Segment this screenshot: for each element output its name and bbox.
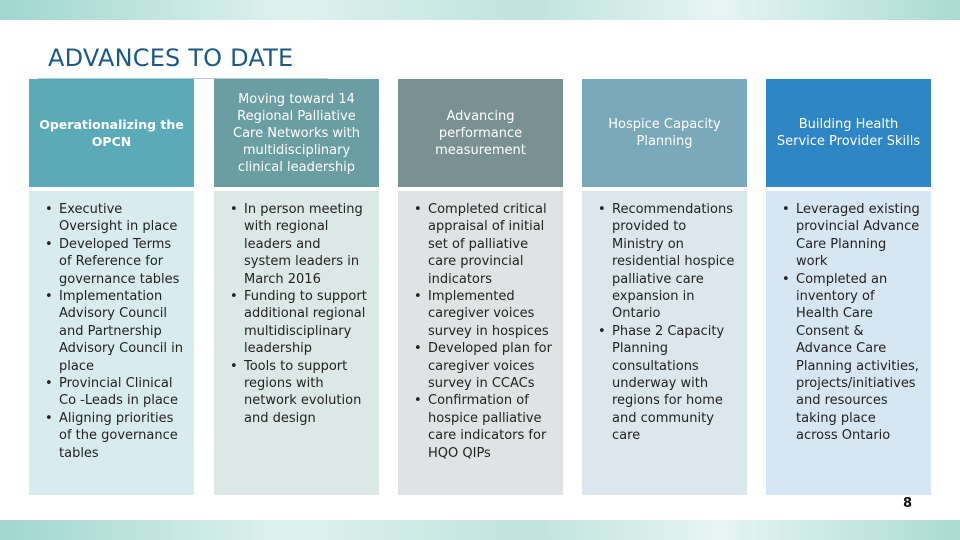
bullet-list — [776, 201, 921, 445]
list-item: • Aligning priorities of the governance tables — [39, 410, 184, 462]
list-item: • Funding to support additional regional multidisciplinary leadership — [224, 288, 369, 358]
list-item: • Developed plan for caregiver voices survey in CCACs — [408, 340, 553, 392]
list-item: • Implementation Advisory Council and Partnership Advisory Council in place — [39, 288, 184, 375]
bullet-list — [408, 201, 553, 462]
list-item: • Implemented caregiver voices survey in hospices — [408, 288, 553, 340]
list-item: • Developed Terms of Reference for governance tables — [39, 236, 184, 288]
top-decorative-band — [0, 0, 960, 20]
column-heading: Moving toward 14 Regional Palliative Care Networks with multidisciplinary clinical leadership — [214, 79, 379, 187]
bottom-decorative-band — [0, 520, 960, 540]
list-item: • Completed critical appraisal of initial set of palliative care provincial indicators — [408, 201, 553, 288]
column-heading: Operationalizing the OPCN — [29, 79, 194, 187]
column-heading: Building Health Service Provider Skills — [766, 79, 931, 187]
column-body — [582, 191, 747, 495]
page-number: 8 — [902, 496, 912, 511]
column-provider-skills — [766, 79, 931, 495]
list-item: • In person meeting with regional leaders and system leaders in March 2016 — [224, 201, 369, 288]
list-item: • Leveraged existing provincial Advance Care Planning work — [776, 201, 921, 271]
list-item: • Completed an inventory of Health Care Consent & Advance Care Planning activities, projects/initiatives and resources taking place across Ontario — [776, 271, 921, 445]
column-body — [766, 191, 931, 495]
slide-title: ADVANCES TO DATE — [48, 44, 294, 72]
bullet-list — [592, 201, 737, 445]
column-regional-networks — [214, 79, 379, 495]
column-body — [29, 191, 194, 495]
list-item: • Tools to support regions with network evolution and design — [224, 358, 369, 428]
column-body — [398, 191, 563, 495]
column-performance-measurement — [398, 79, 563, 495]
column-body — [214, 191, 379, 495]
column-operationalizing-opcn — [29, 79, 194, 495]
list-item: • Recommendations provided to Ministry on residential hospice palliative care expansion in Ontario — [592, 201, 737, 323]
column-heading: Hospice Capacity Planning — [582, 79, 747, 187]
list-item: • Provincial Clinical Co -Leads in place — [39, 375, 184, 410]
bullet-list — [224, 201, 369, 427]
list-item: • Executive Oversight in place — [39, 201, 184, 236]
column-heading: Advancing performance measurement — [398, 79, 563, 187]
list-item: • Confirmation of hospice palliative care indicators for HQO QIPs — [408, 392, 553, 462]
bullet-list — [39, 201, 184, 462]
list-item: • Phase 2 Capacity Planning consultations underway with regions for home and community care — [592, 323, 737, 445]
column-hospice-capacity — [582, 79, 747, 495]
